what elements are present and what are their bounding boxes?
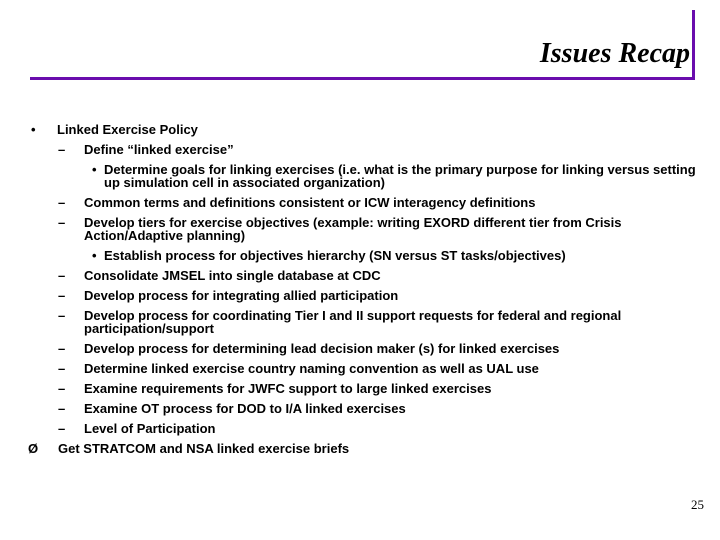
bullet-marker-icon: – [58,195,66,210]
bullet-marker-icon: – [58,421,66,436]
bullet-marker-icon: • [92,162,97,177]
bullet-marker-icon: – [58,381,66,396]
title-accent-horizontal-rule [30,77,695,80]
bullet-text: Determine goals for linking exercises (i.e. what is the primary purpose for linking versus setting up simulation cell in associated organization) [104,162,696,190]
bullet-item [28,382,698,395]
bullet-text: Develop process for coordinating Tier I and II support requests for federal and regional participation/support [84,308,622,336]
bullet-item [28,143,698,156]
bullet-marker-icon: – [58,361,66,376]
bullet-text: Develop process for integrating allied participation [84,288,399,303]
bullet-marker-icon: – [58,215,66,230]
bullet-item [28,196,698,209]
bullet-text: Consolidate JMSEL into single database at CDC [84,268,381,283]
bullet-item [28,289,698,302]
page-number: 25 [691,497,704,512]
bullet-item [28,249,698,262]
bullet-item [28,309,698,335]
bullet-text: Define “linked exercise” [84,142,234,157]
bullet-list [28,123,698,455]
bullet-marker-icon: – [58,341,66,356]
bullet-item [28,422,698,435]
bullet-text: Determine linked exercise country naming convention as well as UAL use [84,361,539,376]
bullet-item [28,163,698,189]
bullet-marker-icon: – [58,308,66,323]
bullet-text: Examine OT process for DOD to I/A linked exercises [84,401,406,416]
bullet-item [28,362,698,375]
bullet-marker-icon: • [31,122,36,137]
bullet-item [28,269,698,282]
bullet-text: Level of Participation [84,421,216,436]
bullet-marker-icon: • [92,248,97,263]
bullet-marker-icon: – [58,288,66,303]
bullet-marker-icon: – [58,142,66,157]
bullet-text: Examine requirements for JWFC support to large linked exercises [84,381,492,396]
bullet-marker-icon: – [58,401,66,416]
bullet-item [28,123,698,136]
bullet-item [28,402,698,415]
bullet-item [28,216,698,242]
bullet-text: Establish process for objectives hierarchy (SN versus ST tasks/objectives) [104,248,566,263]
bullet-marker-icon: – [58,268,66,283]
bullet-item [28,342,698,355]
bullet-text: Develop process for determining lead decision maker (s) for linked exercises [84,341,560,356]
bullet-text: Common terms and definitions consistent or ICW interagency definitions [84,195,536,210]
bullet-item [28,442,698,455]
bullet-text: Linked Exercise Policy [57,122,198,137]
bullet-text: Get STRATCOM and NSA linked exercise briefs [58,441,350,456]
arrow-bullet-icon: Ø [28,441,39,456]
slide-title: Issues Recap [539,38,690,69]
title-accent-vertical-rule [692,10,695,80]
bullet-text: Develop tiers for exercise objectives (example: writing EXORD different tier from Crisis Action/Adaptive planning) [84,215,622,243]
